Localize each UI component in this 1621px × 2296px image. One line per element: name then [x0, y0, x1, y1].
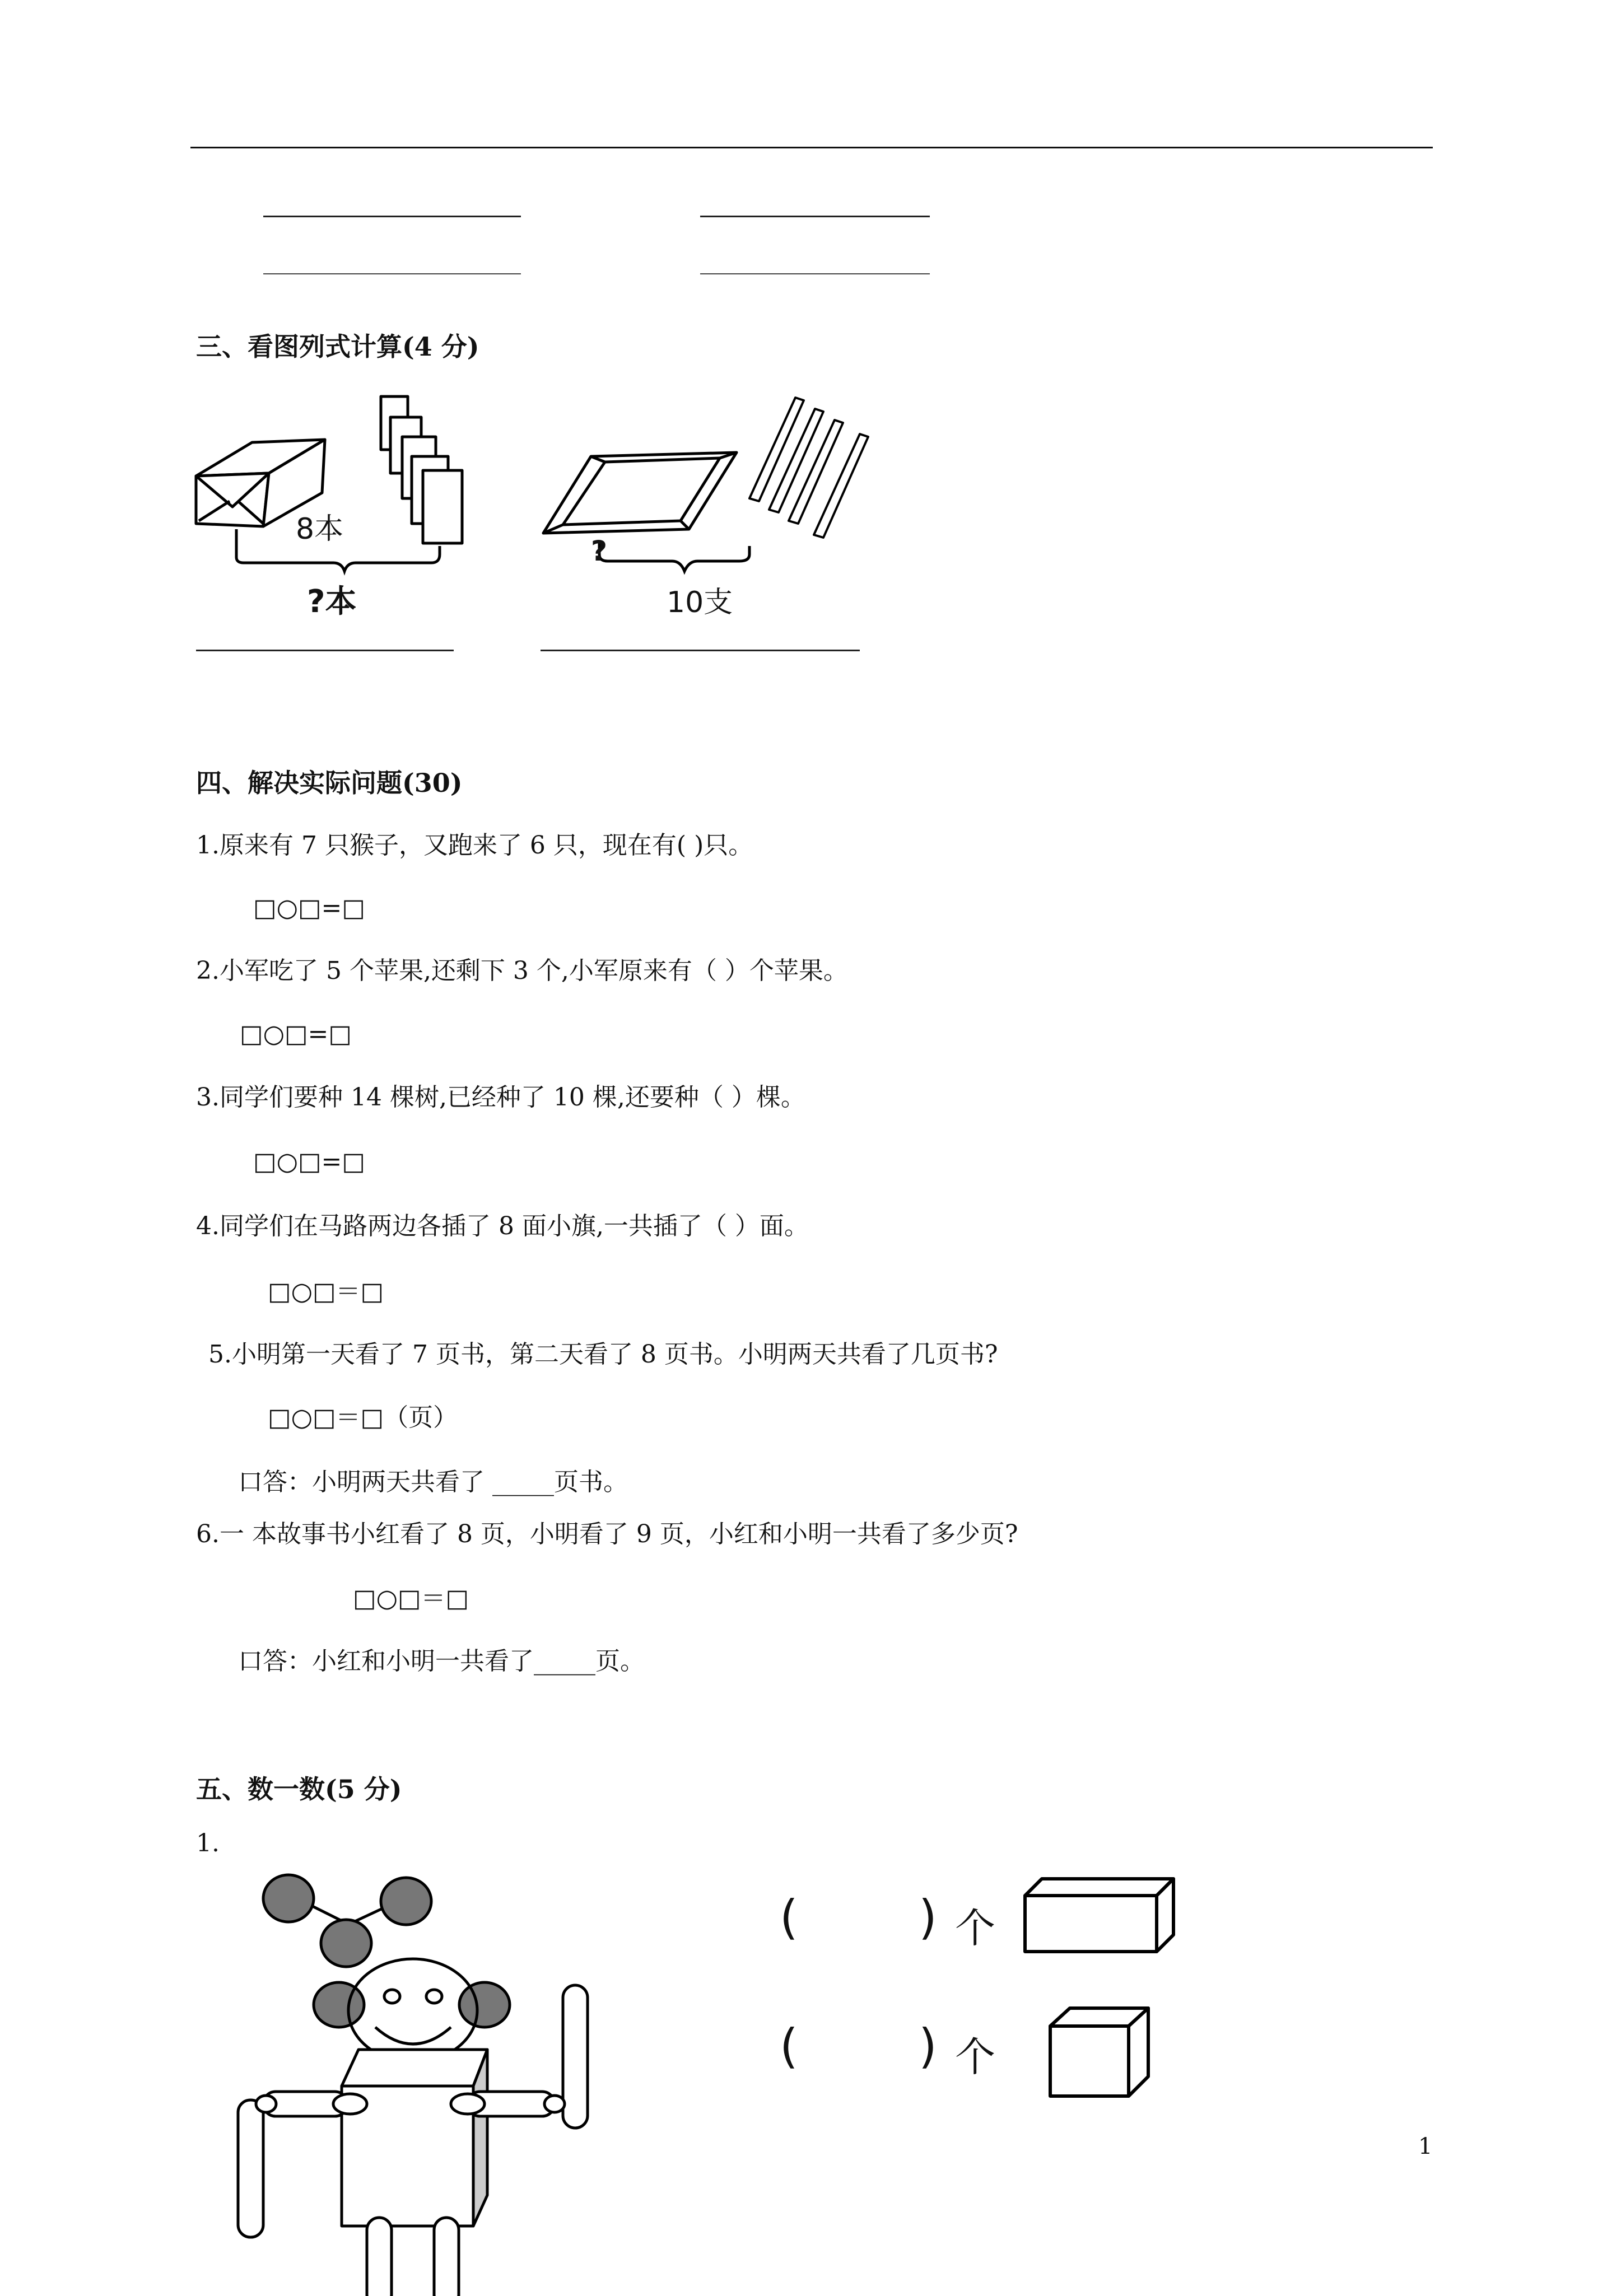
fig1-part-label: 8本 [296, 512, 344, 546]
fig1-total-label: ?本 [307, 584, 357, 620]
formula-4: □○□＝□ [268, 1277, 384, 1306]
count-row-1-close: ) [919, 1890, 937, 1945]
header-rule [190, 147, 1433, 148]
answer-line [700, 273, 930, 274]
robot-head [348, 1959, 477, 2062]
question-5: 5.小明第一天看了 7 页书，第二天看了 8 页书。小明两天共看了几页书? [208, 1340, 998, 1369]
cube-icon [1045, 2004, 1157, 2099]
section-heading: 三、看图列式计算(4 分) [196, 332, 479, 362]
item-number: 1. [196, 1829, 220, 1858]
question-3: 3.同学们要种 14 棵树,已经种了 10 棵,还要种（ ）棵。 [196, 1083, 805, 1112]
answer-line [263, 216, 521, 217]
question-6: 6.一 本故事书小红看了 8 页，小明看了 9 页，小红和小明一共看了多少页? [196, 1520, 1018, 1548]
answer-6: 口答：小红和小明一共看了_____页。 [238, 1647, 645, 1676]
answer-line [700, 216, 930, 217]
formula-2: □○□=□ [240, 1020, 352, 1048]
fig2-total-label: 10支 [667, 586, 733, 619]
answer-line [263, 273, 521, 274]
pencils-icon [749, 398, 868, 538]
question-2: 2.小军吃了 5 个苹果,还剩下 3 个,小军原来有（ ）个苹果。 [196, 956, 848, 985]
count-row-1-open: ( [780, 1890, 798, 1945]
count-row-2-unit: 个 [955, 2033, 996, 2080]
formula-3: □○□=□ [253, 1147, 365, 1176]
question-1: 1.原来有 7 只猴子，又跑来了 6 只，现在有( )只。 [196, 831, 753, 860]
section-heading: 四、解决实际问题(30) [196, 768, 463, 798]
count-row-2-close: ) [919, 2019, 937, 2074]
books-stack-icon [381, 396, 462, 543]
section-heading: 五、数一数(5 分) [196, 1774, 402, 1804]
robot-body-cuboid [342, 2050, 487, 2226]
answer-line [541, 650, 860, 651]
formula-6: □○□＝□ [353, 1584, 469, 1613]
brace [599, 543, 749, 571]
count-row-2-open: ( [780, 2019, 798, 2074]
formula-1: □○□=□ [253, 894, 365, 922]
circle-shapes [263, 1875, 510, 2027]
robot-figure [224, 1870, 616, 2296]
answer-5: 口答：小明两天共看了 _____页书。 [238, 1468, 628, 1496]
answer-line [196, 650, 454, 651]
question-4: 4.同学们在马路两边各插了 8 面小旗,一共插了（ ）面。 [196, 1212, 809, 1240]
formula-5: □○□＝□（页） [268, 1403, 458, 1432]
fig2-part-label: ? [591, 535, 608, 567]
pencil-box-icon [543, 452, 737, 533]
cuboid-icon [1019, 1870, 1176, 1960]
page-number: 1 [1418, 2134, 1433, 2159]
count-row-1-unit: 个 [955, 1905, 996, 1952]
